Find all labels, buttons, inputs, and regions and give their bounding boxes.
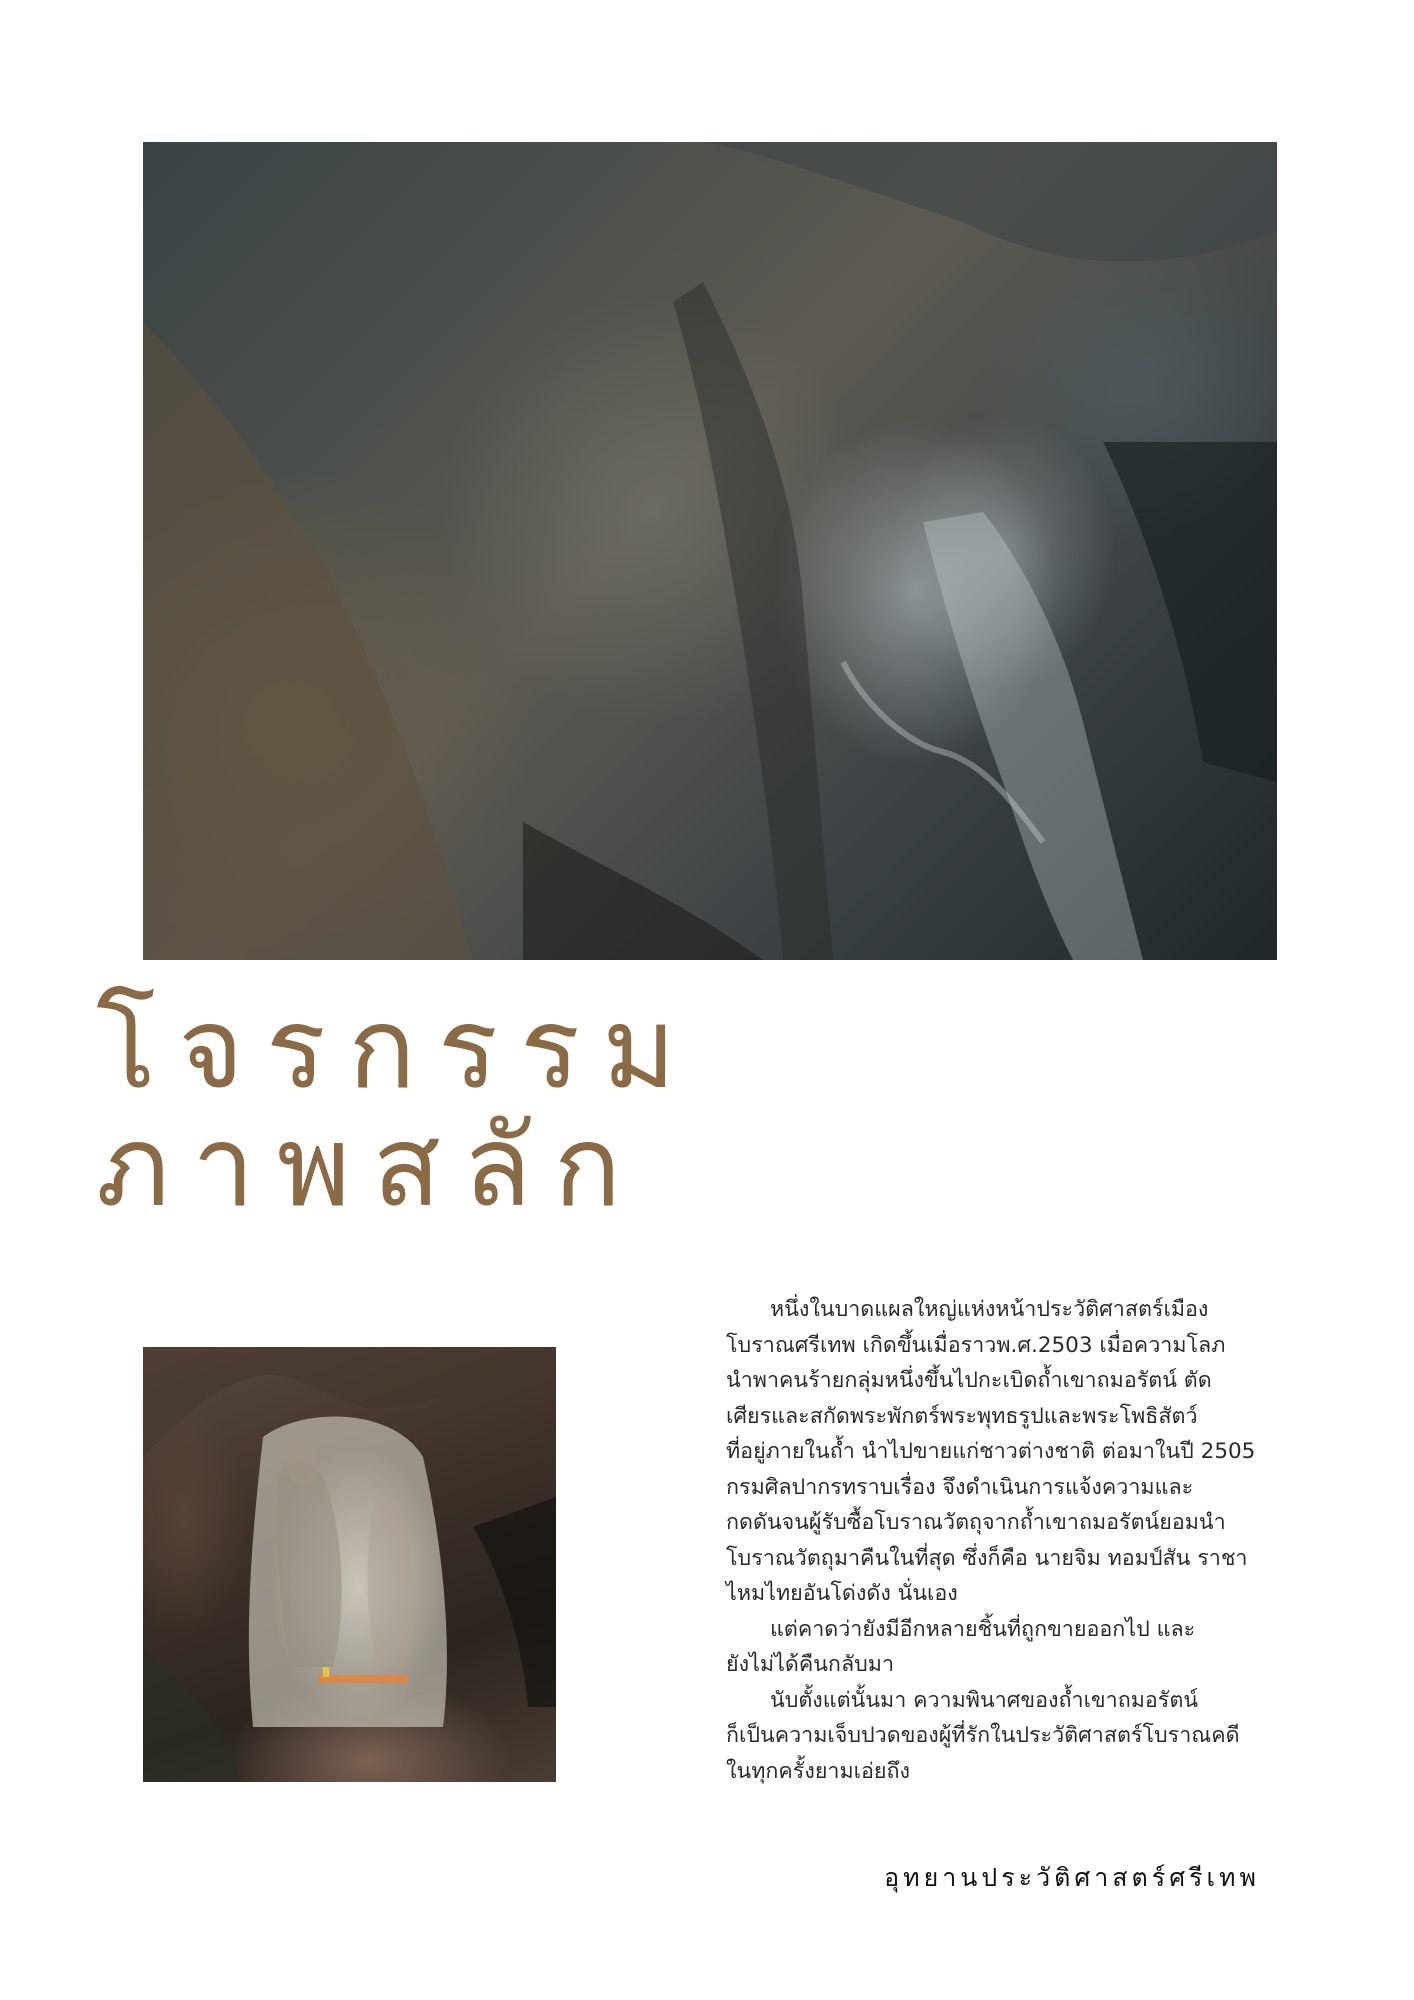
body-line: นำพาคนร้ายกลุ่มหนึ่งขึ้นไปกะเบิดถ้ำเขาถมอรัตน์ ตัด <box>726 1368 1212 1393</box>
body-line: โบราณวัตถุมาคืนในที่สุด ซึ่งก็คือ นายจิม ทอมป์สัน ราชา <box>726 1545 1248 1571</box>
body-line: นับตั้งแต่นั้นมา ความพินาศของถ้ำเขาถมอรัตน์ <box>770 1687 1199 1713</box>
body-line: กดดันจนผู้รับซื้อโบราณวัตถุจากถ้ำเขาถมอรัตน์ยอมนำ <box>726 1510 1226 1535</box>
cave-wall-photo <box>143 142 1277 960</box>
title-line-2: ภาพสลัก <box>96 1102 644 1232</box>
article-body <box>726 1292 1276 1789</box>
body-line: ในทุกครั้งยามเอ่ยถึง <box>726 1758 911 1784</box>
buddha-relief-photo <box>143 1347 556 1782</box>
buddha-relief-illustration <box>143 1347 556 1782</box>
body-line: ยังไม่ได้คืนกลับมา <box>726 1652 895 1677</box>
footer-credit: อุทยานประวัติศาสตร์ศรีเทพ <box>884 1863 1260 1892</box>
body-line: หนึ่งในบาดแผลใหญ่แห่งหน้าประวัติศาสตร์เมือง <box>770 1297 1209 1322</box>
cave-wall-illustration <box>143 142 1277 960</box>
body-line: กรมศิลปากรทราบเรื่อง จึงดำเนินการแจ้งความและ <box>726 1474 1194 1500</box>
body-line: ไหมไทยอันโด่งดัง นั่นเอง <box>726 1581 958 1606</box>
page-title <box>96 984 698 1232</box>
body-line: เศียรและสกัดพระพักตร์พระพุทธรูปและพระโพธิสัตว์ <box>726 1403 1198 1429</box>
body-line: ก็เป็นความเจ็บปวดของผู้ที่รักในประวัติศาสตร์โบราณคดี <box>726 1723 1240 1748</box>
body-line: โบราณศรีเทพ เกิดขึ้นเมื่อราวพ.ศ.2503 เมื่อความโลภ <box>726 1332 1226 1358</box>
body-line: แต่คาดว่ายังมีอีกหลายชิ้นที่ถูกขายออกไป และ <box>770 1616 1196 1642</box>
body-line: ที่อยู่ภายในถ้ำ นำไปขายแก่ชาวต่างชาติ ต่อมาในปี 2505 <box>726 1439 1256 1464</box>
title-line-1: โจรกรรม <box>96 984 698 1114</box>
